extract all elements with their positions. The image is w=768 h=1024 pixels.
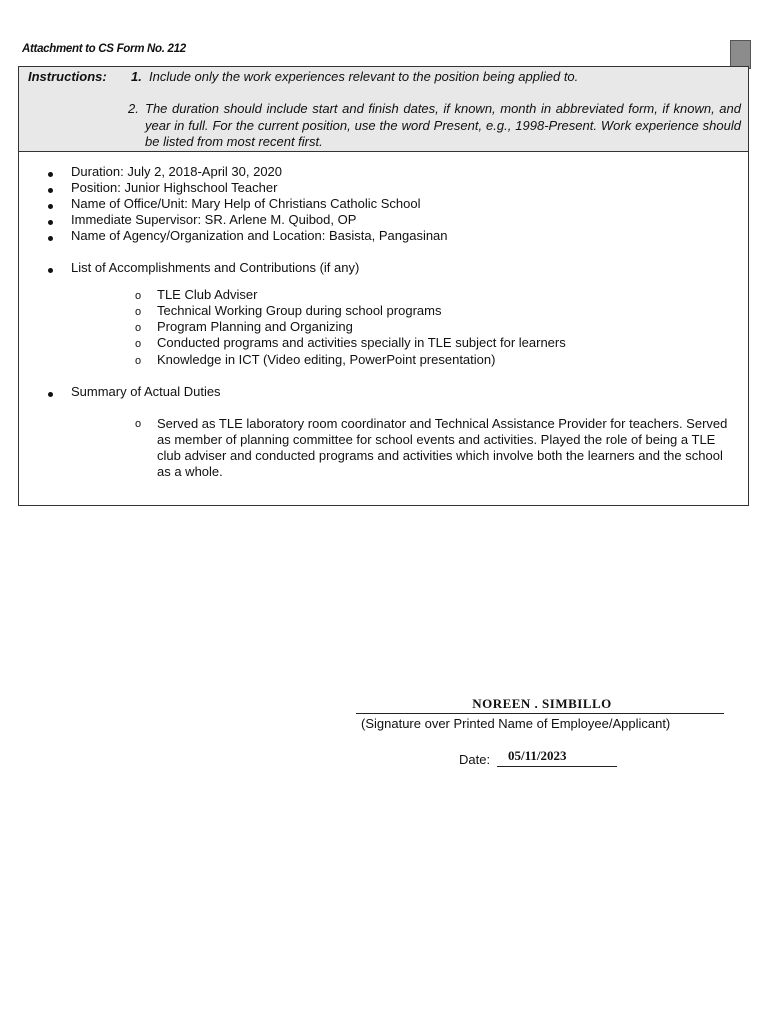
- bullet-icon: [48, 268, 53, 273]
- office-unit-item: Name of Office/Unit: Mary Help of Christians Catholic School: [71, 196, 421, 211]
- circle-bullet-icon: o: [135, 322, 142, 334]
- applicant-printed-name: NOREEN . SIMBILLO: [472, 696, 612, 711]
- date-label: Date:: [459, 752, 491, 767]
- accomplishment-item: Technical Working Group during school programs: [157, 303, 442, 318]
- position-item: Position: Junior Highschool Teacher: [71, 180, 278, 195]
- duration-item: Duration: July 2, 2018-April 30, 2020: [71, 164, 283, 179]
- duties-heading: Summary of Actual Duties: [71, 384, 221, 399]
- circle-bullet-icon: o: [135, 306, 142, 318]
- accomplishment-item: Program Planning and Organizing: [157, 319, 353, 334]
- instruction-1-number: 1.: [131, 69, 142, 84]
- accomplishment-item: Conducted programs and activities specially in TLE subject for learners: [157, 335, 566, 350]
- bullet-icon: [48, 172, 53, 177]
- bullet-icon: [48, 220, 53, 225]
- instruction-2-text: The duration should include start and finish dates, if known, month in abbreviated form, if known, and year in full. For the current position, use the word Present, e.g., 1998-Present. Work experience should be listed from most recent first.: [145, 101, 741, 149]
- date-line: [497, 766, 617, 767]
- bullet-icon: [48, 204, 53, 209]
- circle-bullet-icon: o: [135, 418, 142, 430]
- form-attachment-title: Attachment to CS Form No. 212: [22, 43, 186, 55]
- supervisor-item: Immediate Supervisor: SR. Arlene M. Quibod, OP: [71, 212, 357, 227]
- signature-caption: (Signature over Printed Name of Employee/Applicant): [361, 716, 671, 731]
- instructions-panel: [19, 67, 748, 152]
- accomplishment-item: TLE Club Adviser: [157, 287, 258, 302]
- circle-bullet-icon: o: [135, 290, 142, 302]
- signature-line: [356, 713, 724, 714]
- accomplishment-item: Knowledge in ICT (Video editing, PowerPoint presentation): [157, 352, 496, 367]
- header-gray-tab: [730, 40, 751, 69]
- circle-bullet-icon: o: [135, 355, 142, 367]
- accomplishments-heading: List of Accomplishments and Contributions (if any): [71, 260, 360, 275]
- bullet-icon: [48, 188, 53, 193]
- work-experience-box: [18, 66, 749, 506]
- date-value: 05/11/2023: [508, 748, 567, 763]
- instruction-1-text: Include only the work experiences relevant to the position being applied to.: [149, 69, 579, 84]
- agency-location-item: Name of Agency/Organization and Location: Basista, Pangasinan: [71, 228, 448, 243]
- instruction-2-number: 2.: [128, 101, 139, 116]
- bullet-icon: [48, 392, 53, 397]
- duties-summary: Served as TLE laboratory room coordinator and Technical Assistance Provider for teachers. Served as member of planning committee for school events and activities. Played the role of being a TLE club adviser and conducted programs and activities which involve both the learners and the school as a whole.: [157, 416, 728, 479]
- circle-bullet-icon: o: [135, 338, 142, 350]
- instructions-label: Instructions:: [28, 69, 107, 84]
- bullet-icon: [48, 236, 53, 241]
